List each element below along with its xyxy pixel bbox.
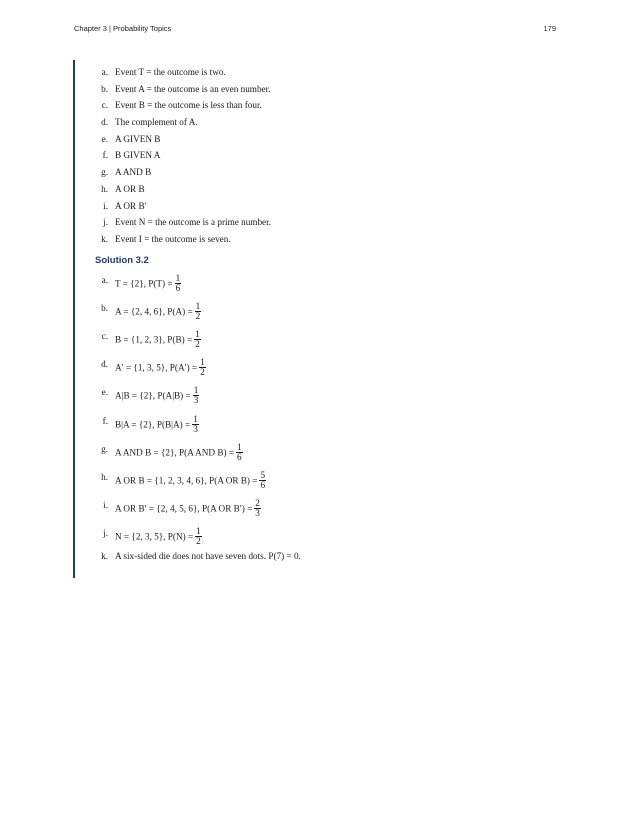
question-item (95, 181, 535, 198)
fraction (194, 330, 201, 349)
item-text: Event B = the outcome is less than four. (115, 100, 262, 111)
item-text: A AND B (115, 167, 152, 178)
solution-item (95, 324, 535, 352)
fraction (259, 471, 266, 490)
item-label: k. (101, 233, 108, 244)
fraction-numerator: 2 (255, 498, 260, 509)
question-list (95, 64, 535, 248)
fraction (175, 274, 182, 293)
item-text: A GIVEN B (115, 133, 161, 144)
item-label: g. (101, 443, 108, 454)
item-text: A OR B = {1, 2, 3, 4, 6}, P(A OR B) = (115, 475, 258, 486)
fraction-numerator: 1 (193, 385, 199, 396)
item-label: b. (101, 302, 108, 313)
solution-item (95, 465, 535, 493)
item-label: d. (101, 117, 108, 128)
fraction-denominator: 3 (193, 423, 198, 434)
solution-item (95, 380, 535, 408)
item-text: A OR B (115, 183, 145, 194)
fraction (236, 443, 243, 462)
question-item (95, 214, 535, 231)
item-label: f. (102, 415, 108, 426)
page-header (74, 24, 556, 36)
item-label: i. (103, 500, 108, 511)
question-item (95, 164, 535, 181)
fraction (254, 499, 261, 518)
item-text: A = {2, 4, 6}, P(A) = (115, 306, 193, 317)
item-label: i. (103, 200, 108, 211)
fraction-denominator: 3 (193, 395, 199, 406)
item-label: j. (103, 217, 108, 228)
item-label: e. (101, 133, 108, 144)
fraction-numerator: 1 (193, 413, 198, 424)
solution-item (95, 521, 535, 549)
question-item (95, 147, 535, 164)
example-content (95, 64, 535, 565)
fraction-numerator: 1 (196, 526, 201, 537)
item-text: Event A = the outcome is an even number. (115, 83, 271, 94)
question-item (95, 97, 535, 114)
item-label: a. (101, 274, 108, 285)
item-label: d. (101, 359, 108, 370)
fraction-numerator: 1 (175, 272, 181, 283)
fraction-numerator: 1 (236, 441, 242, 452)
item-text: A′ = {1, 3, 5}, P(A′) = (115, 362, 198, 373)
item-label: h. (101, 471, 108, 482)
item-text: B GIVEN A (115, 150, 161, 161)
item-label: j. (103, 528, 108, 539)
item-text: Event I = the outcome is seven. (115, 233, 231, 244)
item-text: Event N = the outcome is a prime number. (115, 217, 271, 228)
item-text: The complement of A. (115, 117, 198, 128)
page-number: 179 (543, 24, 556, 33)
solution-item (95, 409, 535, 437)
item-label: b. (101, 83, 108, 94)
solution-heading: Solution 3.2 (95, 254, 149, 266)
item-label: c. (101, 100, 108, 111)
question-item (95, 198, 535, 215)
item-text: A six-sided die does not have seven dots. P(7) = 0. (115, 551, 301, 562)
item-label: h. (101, 183, 108, 194)
item-label: e. (101, 387, 108, 398)
item-text: A OR B′ = {2, 4, 5, 6}, P(A OR B′) = (115, 503, 253, 514)
fraction-denominator: 6 (236, 451, 242, 462)
item-text: T = {2}, P(T) = (115, 278, 173, 289)
fraction-denominator: 2 (195, 310, 201, 321)
item-label: f. (102, 150, 108, 161)
fraction (199, 358, 206, 377)
fraction-denominator: 2 (196, 536, 201, 547)
solution-item (95, 549, 535, 565)
item-text: A OR B′ (115, 200, 147, 211)
chapter-title: Chapter 3 | Probability Topics (74, 24, 172, 33)
solution-item (95, 437, 535, 465)
fraction-denominator: 6 (175, 282, 181, 293)
item-label: g. (101, 167, 108, 178)
fraction (192, 415, 199, 434)
fraction (195, 302, 202, 321)
item-text: B = {1, 2, 3}, P(B) = (115, 334, 193, 345)
fraction-denominator: 6 (260, 479, 266, 490)
question-item (95, 64, 535, 81)
question-item (95, 231, 535, 248)
fraction (193, 386, 200, 405)
item-label: a. (101, 67, 108, 77)
item-label: c. (101, 330, 108, 341)
question-item (95, 131, 535, 148)
item-text: A AND B = {2}, P(A AND B) = (115, 447, 234, 458)
fraction-numerator: 1 (195, 300, 201, 311)
solution-item (95, 268, 535, 296)
solution-item (95, 352, 535, 380)
item-label: k. (101, 551, 108, 562)
fraction-numerator: 5 (260, 469, 266, 480)
solution-list (95, 268, 535, 566)
question-item (95, 81, 535, 98)
fraction-denominator: 3 (255, 508, 260, 519)
item-text: A|B = {2}, P(A|B) = (115, 390, 191, 401)
question-item (95, 114, 535, 131)
example-sidebar-rule (73, 60, 75, 578)
item-text: B|A = {2}, P(B|A) = (115, 419, 191, 430)
solution-item (95, 296, 535, 324)
fraction-numerator: 1 (200, 357, 205, 368)
fraction-denominator: 2 (195, 338, 200, 349)
fraction (195, 527, 202, 546)
fraction-denominator: 2 (200, 367, 205, 378)
fraction-numerator: 1 (195, 328, 200, 339)
item-text: Event T = the outcome is two. (115, 67, 226, 77)
solution-item (95, 493, 535, 521)
item-text: N = {2, 3, 5}, P(N) = (115, 531, 194, 542)
